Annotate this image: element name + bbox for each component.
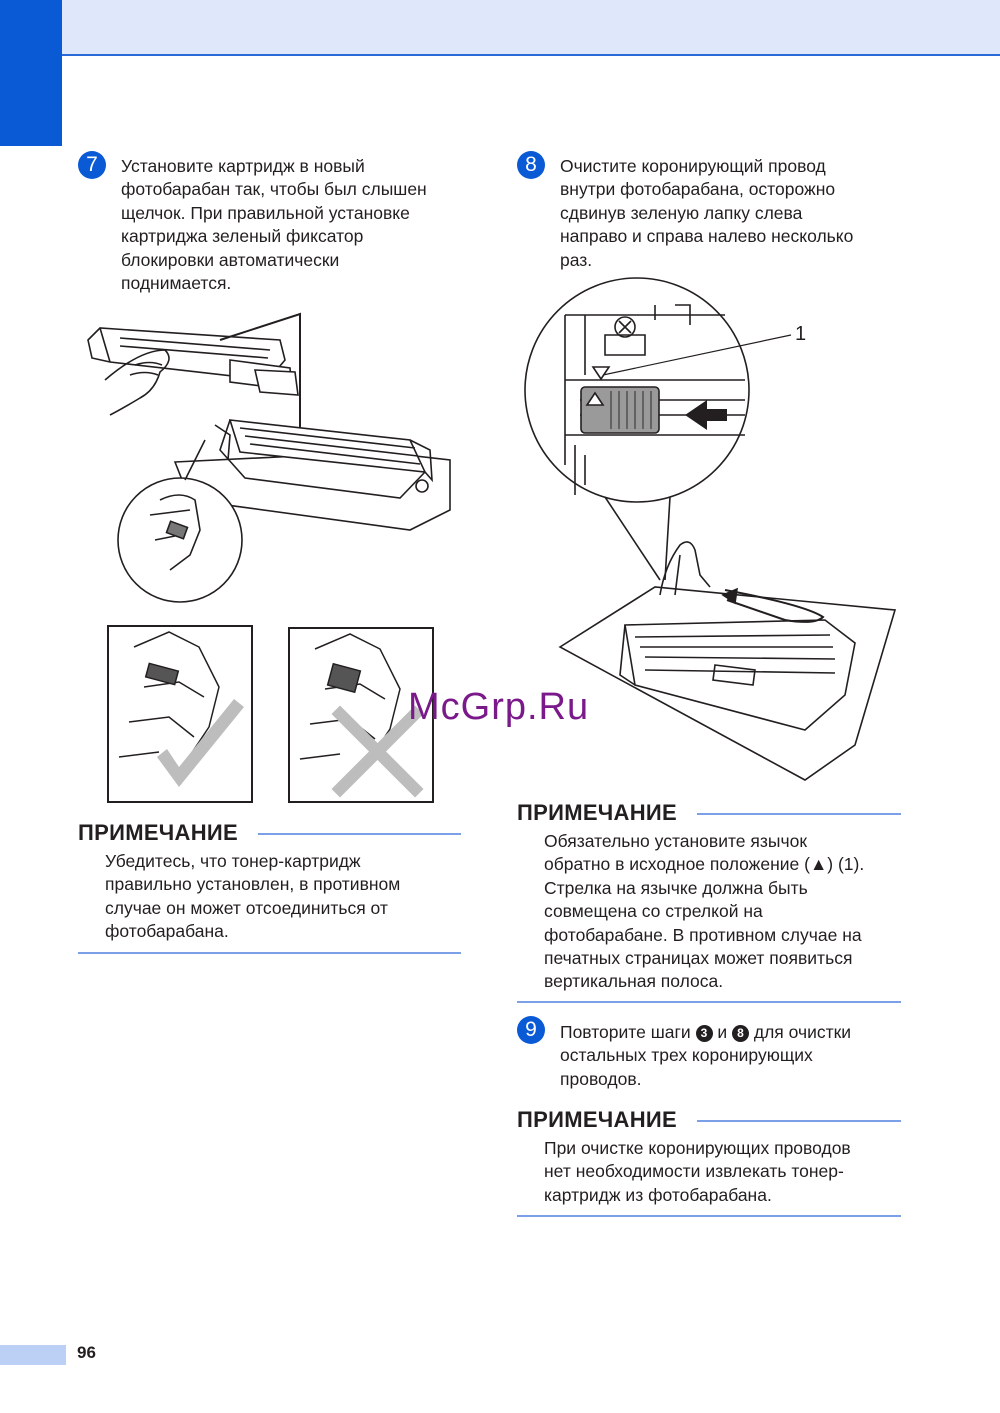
text-line: сдвинув зеленую лапку слева: [560, 202, 803, 223]
note-3-title: ПРИМЕЧАНИЕ: [517, 1107, 678, 1132]
text-line: остальных трех коронирующих: [560, 1045, 813, 1066]
text-line: вертикальная полоса.: [544, 971, 724, 992]
note-2-text: [544, 830, 904, 994]
text-line: фотобарабан так, чтобы был слышен: [121, 179, 427, 200]
text-line: Очистите коронирующий провод: [560, 156, 826, 176]
step-9-badge: 9: [517, 1016, 545, 1044]
page-number-band: [0, 1345, 66, 1365]
text-line: совмещена со стрелкой на: [544, 901, 763, 922]
text-line: направо и справа налево несколько: [560, 226, 854, 247]
text-line: внутри фотобарабана, осторожно: [560, 179, 836, 200]
text-line: случае он может отсоединиться от: [105, 897, 388, 918]
note-2-bottom-rule: [517, 1001, 901, 1003]
text-line: правильно установлен, в противном: [105, 874, 401, 895]
note-1-text: [105, 850, 465, 944]
text-line: проводов.: [560, 1068, 642, 1089]
note-2-title: ПРИМЕЧАНИЕ: [517, 800, 678, 825]
chapter-tab: [0, 0, 62, 146]
watermark: McGrp.Ru: [408, 686, 590, 728]
text-line: поднимается.: [121, 273, 232, 294]
text-line: картридж из фотобарабана.: [544, 1184, 772, 1205]
text-line: блокировки автоматически: [121, 249, 340, 270]
note-3-rule: [697, 1120, 901, 1122]
note-3-bottom-rule: [517, 1215, 901, 1217]
checkmark-icon: [157, 699, 244, 787]
text-line: щелчок. При правильной установке: [121, 202, 410, 223]
text-line: Установите картридж в новый: [121, 156, 365, 176]
correct-install-frame: [107, 625, 253, 803]
text-fragment: и: [712, 1022, 732, 1042]
note-1-rule: [258, 833, 461, 835]
text-line: раз.: [560, 249, 593, 270]
step-ref-3: 3: [696, 1025, 713, 1042]
text-line: При очистке коронирующих проводов: [544, 1138, 851, 1158]
header-band: [0, 0, 1000, 56]
callout-1: 1: [795, 323, 807, 345]
step-7-badge: 7: [78, 151, 106, 179]
cross-icon: [340, 714, 415, 789]
text-line: Убедитесь, что тонер-картридж: [105, 851, 361, 871]
note-2-rule: [697, 813, 901, 815]
text-fragment: Повторите шаги: [560, 1022, 696, 1042]
note-1-bottom-rule: [78, 952, 461, 954]
step-7-text: [121, 155, 481, 295]
text-line: Стрелка на язычке должна быть: [544, 877, 808, 898]
step-8-badge: 8: [517, 151, 545, 179]
text-line: нет необходимости извлекать тонер-: [544, 1161, 844, 1182]
step-8-text: [560, 155, 920, 272]
text-fragment: для очистки: [749, 1022, 852, 1042]
step-ref-8: 8: [732, 1025, 749, 1042]
text-line: фотобарабана.: [105, 921, 229, 942]
text-line: обратно в исходное положение (▲) (1).: [544, 854, 865, 875]
text-line: печатных страницах может появиться: [544, 948, 853, 969]
text-line: Обязательно установите язычок: [544, 831, 807, 851]
text-line: фотобарабане. В противном случае на: [544, 924, 862, 945]
note-1-title: ПРИМЕЧАНИЕ: [78, 820, 239, 845]
text-line: [560, 1021, 920, 1044]
text-line: картриджа зеленый фиксатор: [121, 226, 364, 247]
note-3-text: [544, 1137, 904, 1207]
header-rule: [62, 54, 1000, 56]
correct-install-illustration: [109, 627, 251, 801]
cartridge-install-illustration: [80, 300, 460, 605]
page-number: 96: [77, 1343, 96, 1362]
step-9-text: [560, 1021, 920, 1091]
